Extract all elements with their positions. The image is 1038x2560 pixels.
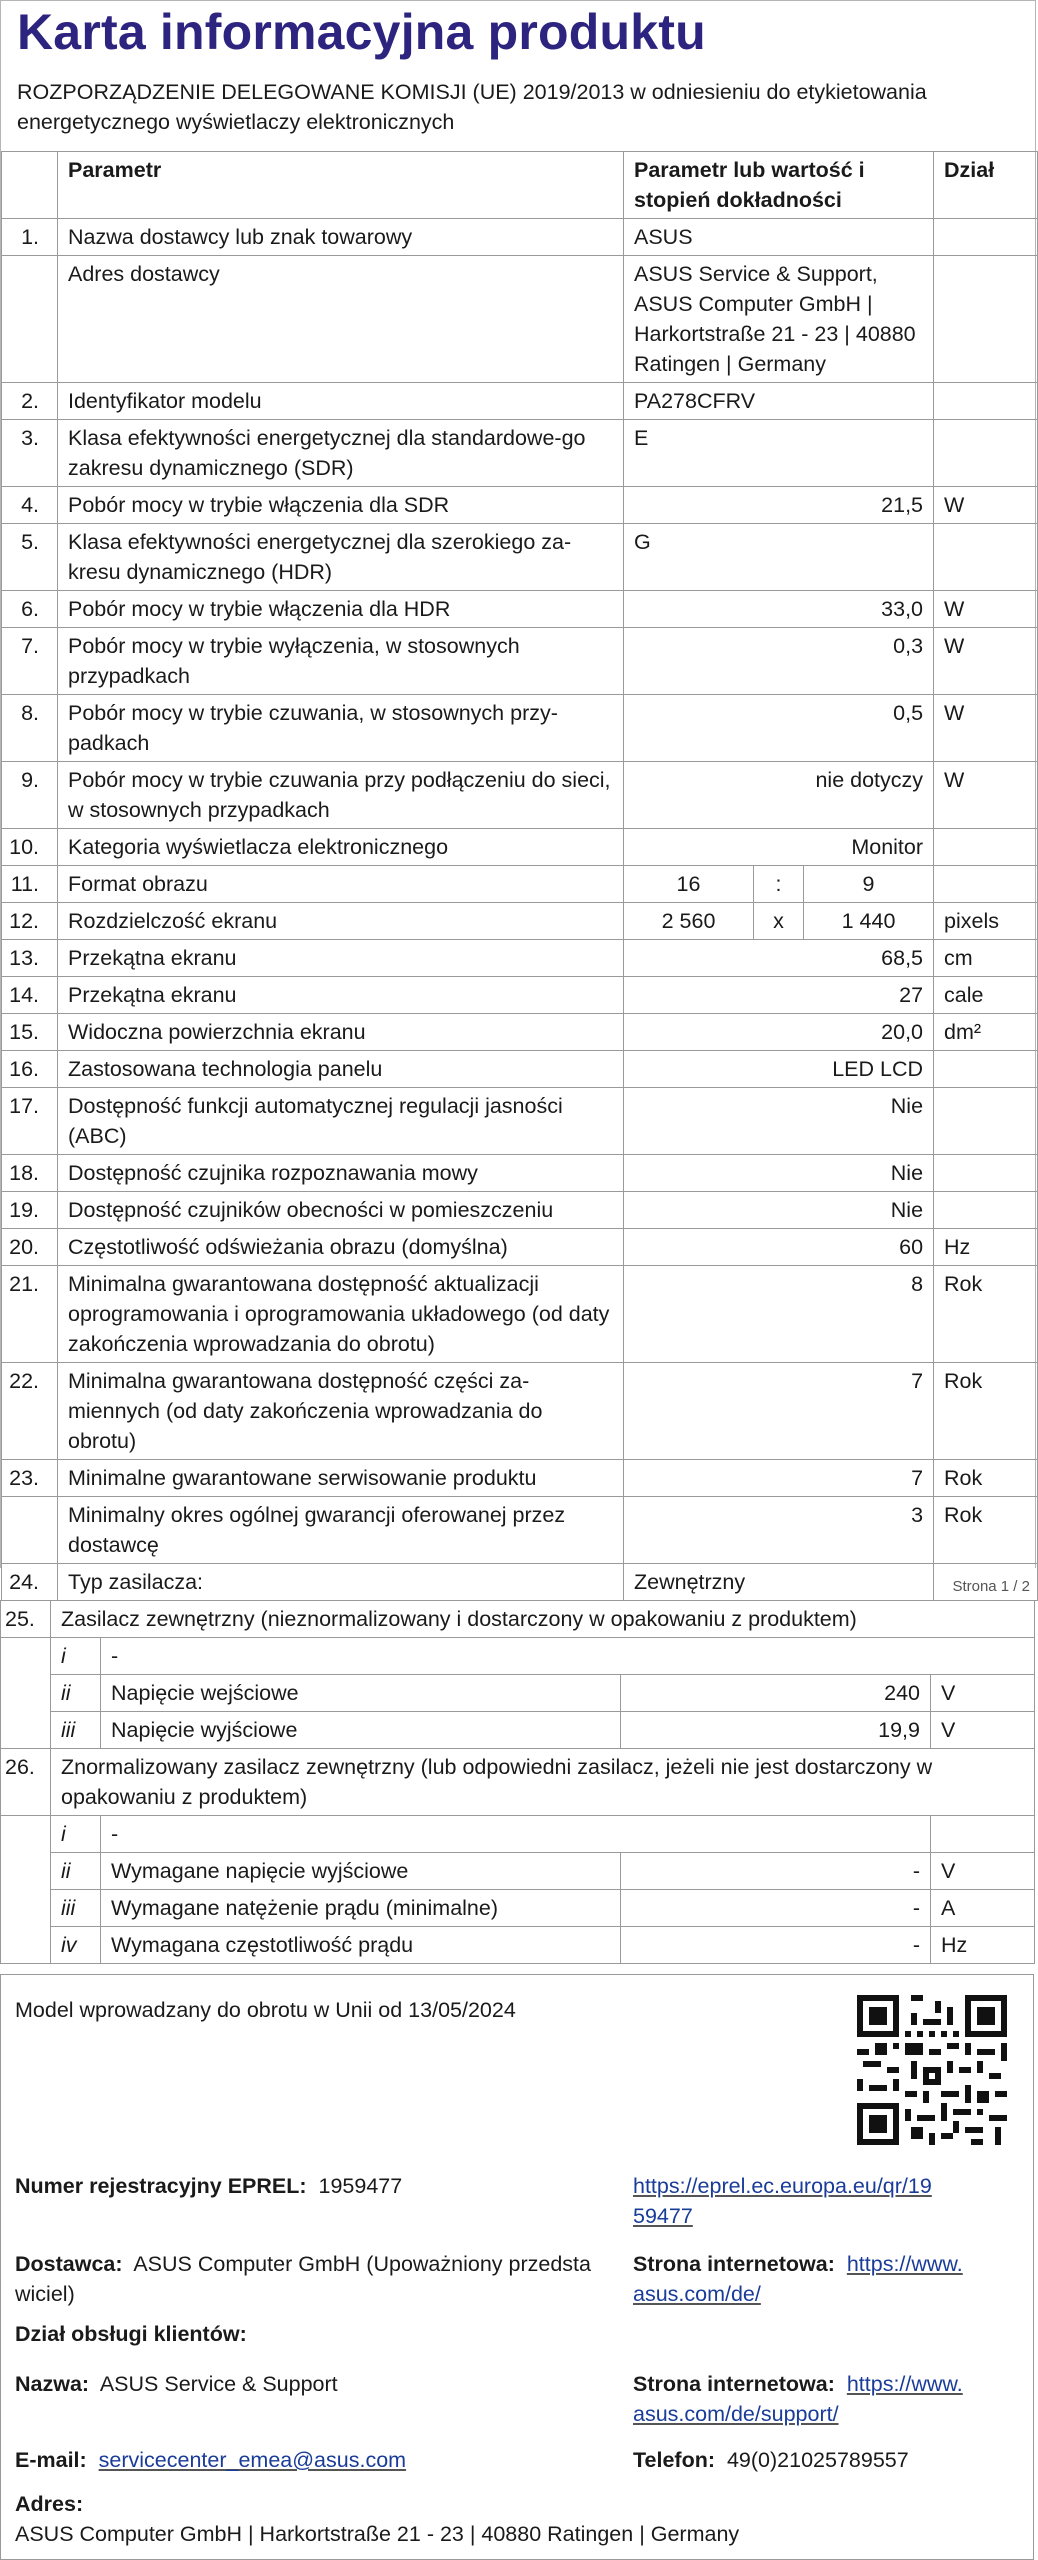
table-row	[1, 1816, 1035, 1853]
table-row	[2, 695, 1038, 762]
row-number: 20.	[2, 1229, 58, 1266]
row-label: Wymagane natężenie prądu (minimalne)	[101, 1890, 621, 1927]
row-number	[1, 1638, 51, 1749]
email-label: E-mail:	[15, 2448, 87, 2472]
resolution-separator: x	[754, 903, 804, 940]
row-number: 10.	[2, 829, 58, 866]
row-label: Zastosowana technologia panelu	[58, 1051, 624, 1088]
table-row	[2, 1155, 1038, 1192]
row-number: 2.	[2, 383, 58, 420]
address-value: ASUS Computer GmbH | Harkortstraße 21 - 23 | 40880 Ratingen | Germany	[15, 2522, 740, 2546]
table-row	[2, 1229, 1038, 1266]
row-label: Napięcie wyjściowe	[101, 1712, 621, 1749]
row-value: 0,3	[624, 628, 934, 695]
row-unit	[934, 420, 1038, 487]
eprel-link-line2[interactable]: 59477	[633, 2204, 693, 2228]
eprel-link-line1[interactable]: https://eprel.ec.europa.eu/qr/19	[633, 2174, 932, 2198]
row-unit	[934, 256, 1038, 383]
website-link-line2[interactable]: asus.com/de/	[633, 2282, 761, 2306]
aspect-width: 16	[624, 866, 754, 903]
row-value: E	[624, 420, 934, 487]
power-supply-table	[0, 1600, 1035, 1964]
supplier-info-box	[0, 1974, 1034, 2560]
row-number: 16.	[2, 1051, 58, 1088]
row-label: Częstotliwość odświeżania obrazu (domyślna)	[58, 1229, 624, 1266]
website-label: Strona internetowa:	[633, 2252, 835, 2276]
row-label: Minimalna gwarantowana dostępność części za-miennych (od daty zakończenia wprowadzania do obrotu)	[58, 1363, 624, 1460]
table-row	[2, 487, 1038, 524]
row-label: Widoczna powierzchnia ekranu	[58, 1014, 624, 1051]
row-unit	[934, 524, 1038, 591]
row-label: Minimalne gwarantowane serwisowanie produktu	[58, 1460, 624, 1497]
row-unit: Rok	[934, 1266, 1038, 1363]
service-website	[633, 2369, 1023, 2429]
row-label: Minimalny okres ogólnej gwarancji oferowanej przez dostawcę	[58, 1497, 624, 1564]
row-value: 7	[624, 1363, 934, 1460]
row-number: 9.	[2, 762, 58, 829]
page-number: Strona 1 / 2	[952, 1578, 1030, 1595]
supplier-label: Dostawca:	[15, 2252, 123, 2276]
table-row	[2, 420, 1038, 487]
table-row	[2, 256, 1038, 383]
row-value: 8	[624, 1266, 934, 1363]
row-unit	[934, 1088, 1038, 1155]
qr-code-icon[interactable]	[857, 1995, 1007, 2145]
table-row	[2, 762, 1038, 829]
row-number: 4.	[2, 487, 58, 524]
table-row	[2, 866, 1038, 903]
name-value: ASUS Service & Support	[99, 2372, 338, 2396]
row-unit	[934, 1192, 1038, 1229]
resolution-width: 2 560	[624, 903, 754, 940]
row-value: Nie	[624, 1088, 934, 1155]
row-value: ASUS Service & Support, ASUS Computer GmbH | Harkortstraße 21 - 23 | 40880 Ratingen | Germany	[624, 256, 934, 383]
table-row	[2, 1497, 1038, 1564]
table-row	[2, 524, 1038, 591]
row-value: 240	[621, 1675, 931, 1712]
row-number: 19.	[2, 1192, 58, 1229]
table-row	[1, 1675, 1035, 1712]
row-unit: dm²	[934, 1014, 1038, 1051]
row-label: Pobór mocy w trybie włączenia dla SDR	[58, 487, 624, 524]
table-row	[2, 1051, 1038, 1088]
row-number: 13.	[2, 940, 58, 977]
row-value: -	[621, 1927, 931, 1964]
row-label: Wymagana częstotliwość prądu	[101, 1927, 621, 1964]
row-label: -	[101, 1638, 1035, 1675]
table-row	[2, 1014, 1038, 1051]
row-label: Kategoria wyświetlacza elektronicznego	[58, 829, 624, 866]
table-row	[2, 628, 1038, 695]
row-label: Pobór mocy w trybie czuwania przy podłączeniu do sieci, w stosownych przypadkach	[58, 762, 624, 829]
table-row	[1, 1749, 1035, 1816]
row-unit	[934, 866, 1038, 903]
table-row	[2, 1363, 1038, 1460]
row-number: 12.	[2, 903, 58, 940]
row-unit: cale	[934, 977, 1038, 1014]
table-row	[1, 1890, 1035, 1927]
row-number: 22.	[2, 1363, 58, 1460]
row-unit: Rok	[934, 1497, 1038, 1564]
row-unit: Hz	[934, 1229, 1038, 1266]
row-label: Typ zasilacza:	[58, 1564, 624, 1601]
header-number-cell	[2, 152, 58, 219]
row-unit: W	[934, 487, 1038, 524]
sub-index: iii	[51, 1712, 101, 1749]
row-number: 26.	[1, 1749, 51, 1816]
row-number: 21.	[2, 1266, 58, 1363]
address-label: Adres:	[15, 2492, 84, 2516]
service-website-link-line2[interactable]: asus.com/de/support/	[633, 2402, 839, 2426]
table-row	[2, 1088, 1038, 1155]
row-label: Dostępność funkcji automatycznej regulacji jasności (ABC)	[58, 1088, 624, 1155]
table-row	[2, 591, 1038, 628]
row-label: Przekątna ekranu	[58, 977, 624, 1014]
product-parameter-table	[1, 151, 1038, 1601]
row-label: Identyfikator modelu	[58, 383, 624, 420]
phone-block	[633, 2445, 909, 2475]
row-value: 21,5	[624, 487, 934, 524]
table-row	[2, 903, 1038, 940]
table-row	[2, 940, 1038, 977]
sub-index: ii	[51, 1675, 101, 1712]
row-number: 14.	[2, 977, 58, 1014]
table-row	[1, 1638, 1035, 1675]
phone-value: 49(0)21025789557	[726, 2448, 909, 2472]
market-intro: Model wprowadzany do obrotu w Unii od 13/05/2024	[15, 1998, 516, 2022]
row-value: Nie	[624, 1155, 934, 1192]
row-number: 24.	[2, 1564, 58, 1601]
website-link-line1[interactable]: https://www.	[846, 2252, 963, 2276]
eprel-link[interactable]	[633, 2171, 1013, 2231]
row-label: Zasilacz zewnętrzny (nieznormalizowany i dostarczony w opakowaniu z produktem)	[51, 1601, 1035, 1638]
row-label: Przekątna ekranu	[58, 940, 624, 977]
row-unit	[934, 829, 1038, 866]
row-number: 8.	[2, 695, 58, 762]
customer-service-heading: Dział obsługi klientów:	[15, 2322, 247, 2346]
row-number: 11.	[2, 866, 58, 903]
supplier-website	[633, 2249, 1023, 2309]
table-row	[2, 1192, 1038, 1229]
row-unit: A	[931, 1890, 1035, 1927]
table-row	[2, 1460, 1038, 1497]
eprel-value: 1959477	[318, 2174, 403, 2198]
eprel-registration	[15, 2171, 402, 2201]
phone-label: Telefon:	[633, 2448, 716, 2472]
row-unit: cm	[934, 940, 1038, 977]
row-unit: Rok	[934, 1363, 1038, 1460]
row-value: 0,5	[624, 695, 934, 762]
row-value: 68,5	[624, 940, 934, 977]
aspect-separator: :	[754, 866, 804, 903]
row-label: Format obrazu	[58, 866, 624, 903]
table-row	[1, 1927, 1035, 1964]
row-value: nie dotyczy	[624, 762, 934, 829]
table-row	[2, 829, 1038, 866]
row-unit	[934, 1155, 1038, 1192]
row-value: Nie	[624, 1192, 934, 1229]
row-number	[1, 1816, 51, 1964]
page-title: Karta informacyjna produktu	[17, 4, 706, 60]
row-number: 6.	[2, 591, 58, 628]
row-unit: V	[931, 1675, 1035, 1712]
row-number	[2, 256, 58, 383]
table-header-row	[2, 152, 1038, 219]
row-label: Znormalizowany zasilacz zewnętrzny (lub odpowiedni zasilacz, jeżeli nie jest dostarczony w opakowaniu z produktem)	[51, 1749, 1035, 1816]
supplier-value: ASUS Computer GmbH (Upoważniony przedsta	[133, 2252, 591, 2276]
sub-index: iv	[51, 1927, 101, 1964]
row-label: Klasa efektywności energetycznej dla standardowe-go zakresu dynamicznego (SDR)	[58, 420, 624, 487]
email-block	[15, 2445, 406, 2475]
row-number: 18.	[2, 1155, 58, 1192]
sub-index: iii	[51, 1890, 101, 1927]
row-unit: V	[931, 1712, 1035, 1749]
regulation-subtitle: ROZPORZĄDZENIE DELEGOWANE KOMISJI (UE) 2019/2013 w odniesieniu do etykietowania energetycznego wyświetlaczy elektronicznych	[17, 80, 927, 134]
table-row	[1, 1601, 1035, 1638]
row-label: Pobór mocy w trybie wyłączenia, w stosownych przypadkach	[58, 628, 624, 695]
header-parameter: Parametr	[58, 152, 624, 219]
row-number: 17.	[2, 1088, 58, 1155]
row-value: 27	[624, 977, 934, 1014]
row-unit	[934, 219, 1038, 256]
row-unit: pixels	[934, 903, 1038, 940]
row-label: Pobór mocy w trybie włączenia dla HDR	[58, 591, 624, 628]
row-unit: W	[934, 591, 1038, 628]
row-value: 20,0	[624, 1014, 934, 1051]
row-label: Rozdzielczość ekranu	[58, 903, 624, 940]
service-website-label: Strona internetowa:	[633, 2372, 835, 2396]
row-value: -	[621, 1890, 931, 1927]
row-value: Monitor	[624, 829, 934, 866]
row-unit: V	[931, 1853, 1035, 1890]
eprel-label: Numer rejestracyjny EPREL:	[15, 2174, 307, 2198]
row-label: Minimalna gwarantowana dostępność aktualizacji oprogramowania i oprogramowania układowego (od daty zakończenia wprowadzania do obrotu)	[58, 1266, 624, 1363]
row-number: 7.	[2, 628, 58, 695]
supplier-value-line2: wiciel)	[15, 2282, 75, 2306]
row-label: Pobór mocy w trybie czuwania, w stosownych przy-padkach	[58, 695, 624, 762]
row-unit	[934, 383, 1038, 420]
row-number: 23.	[2, 1460, 58, 1497]
resolution-height: 1 440	[804, 903, 934, 940]
row-label: Dostępność czujnika rozpoznawania mowy	[58, 1155, 624, 1192]
row-number: 5.	[2, 524, 58, 591]
table-row	[2, 219, 1038, 256]
row-number: 1.	[2, 219, 58, 256]
row-value: 60	[624, 1229, 934, 1266]
service-name-block	[15, 2369, 338, 2399]
row-value: Zewnętrzny	[624, 1564, 934, 1601]
aspect-height: 9	[804, 866, 934, 903]
sub-index: ii	[51, 1853, 101, 1890]
row-label: Napięcie wejściowe	[101, 1675, 621, 1712]
row-unit: Rok	[934, 1460, 1038, 1497]
row-label: Klasa efektywności energetycznej dla szerokiego za-kresu dynamicznego (HDR)	[58, 524, 624, 591]
header-unit: Dział	[934, 152, 1038, 219]
header-value: Parametr lub wartość i stopień dokładności	[624, 152, 934, 219]
row-value: PA278CFRV	[624, 383, 934, 420]
row-label: -	[101, 1816, 931, 1853]
table-row	[2, 383, 1038, 420]
sub-index: i	[51, 1816, 101, 1853]
row-value: 3	[624, 1497, 934, 1564]
supplier-block	[15, 2249, 625, 2309]
row-label: Adres dostawcy	[58, 256, 624, 383]
table-row	[1, 1712, 1035, 1749]
row-label: Wymagane napięcie wyjściowe	[101, 1853, 621, 1890]
name-label: Nazwa:	[15, 2372, 90, 2396]
row-number	[2, 1497, 58, 1564]
sub-index: i	[51, 1638, 101, 1675]
row-unit: W	[934, 695, 1038, 762]
row-unit: W	[934, 628, 1038, 695]
row-unit: Hz	[931, 1927, 1035, 1964]
row-value: 7	[624, 1460, 934, 1497]
row-value: ASUS	[624, 219, 934, 256]
table-row	[2, 977, 1038, 1014]
row-number: 25.	[1, 1601, 51, 1638]
row-label: Dostępność czujników obecności w pomieszczeniu	[58, 1192, 624, 1229]
row-number: 15.	[2, 1014, 58, 1051]
row-number: 3.	[2, 420, 58, 487]
row-value: -	[621, 1853, 931, 1890]
row-label: Nazwa dostawcy lub znak towarowy	[58, 219, 624, 256]
table-row	[2, 1564, 1038, 1601]
row-value: 33,0	[624, 591, 934, 628]
row-value: G	[624, 524, 934, 591]
row-unit	[934, 1051, 1038, 1088]
table-row	[2, 1266, 1038, 1363]
email-link[interactable]: servicecenter_emea@asus.com	[98, 2448, 407, 2472]
row-unit	[931, 1816, 1035, 1853]
row-value: LED LCD	[624, 1051, 934, 1088]
row-value: 19,9	[621, 1712, 931, 1749]
table-row	[1, 1853, 1035, 1890]
row-unit: W	[934, 762, 1038, 829]
service-website-link-line1[interactable]: https://www.	[846, 2372, 963, 2396]
